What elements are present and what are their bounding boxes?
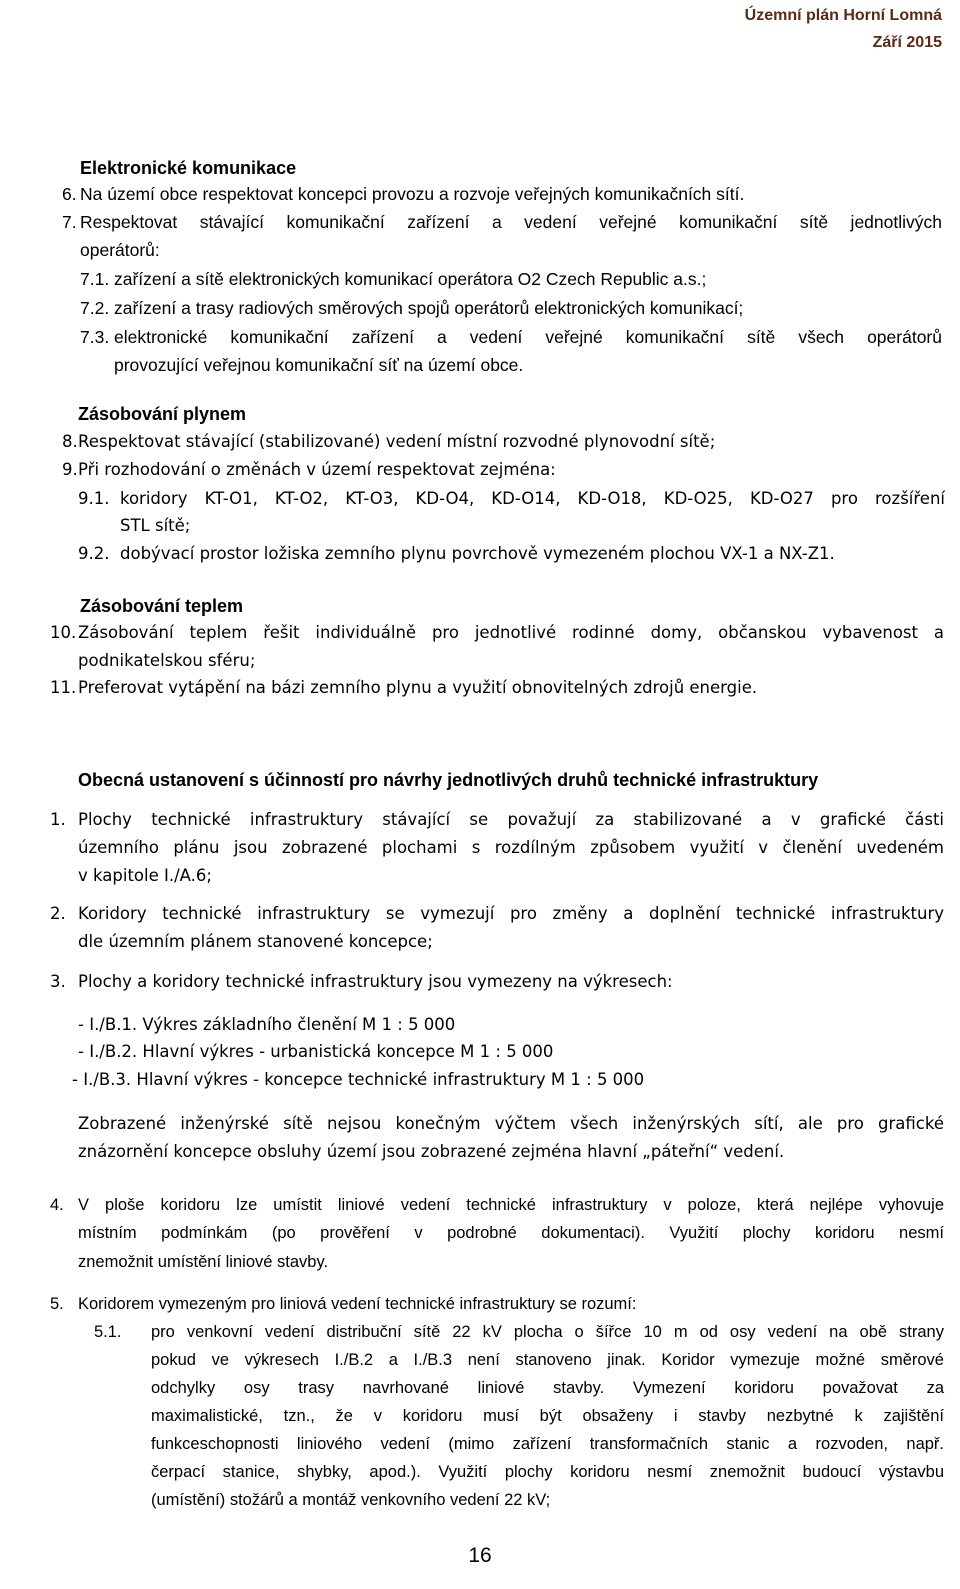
page-number: 16 bbox=[468, 1544, 492, 1567]
list-number: 9. bbox=[62, 460, 78, 479]
list-number: 7.3. bbox=[80, 327, 110, 347]
list-item-line: čerpací stanice, shybky, apod.). Využití plochy koridoru nesmí znemožnit budoucí výstavbu bbox=[151, 1463, 944, 1481]
list-item-text: zařízení a sítě elektronických komunikací operátora O2 Czech Republic a.s.; bbox=[114, 269, 707, 289]
list-item-text: Zásobování teplem řešit individuálně pro jednotlivé rodinné domy, občanskou vybavenost a bbox=[78, 623, 944, 642]
drawing-list-item: - I./B.1. Výkres základního členění M 1 : 5 000 bbox=[78, 1015, 456, 1034]
note-text: Zobrazené inženýrské sítě nejsou konečným výčtem všech inženýrských sítí, ale pro grafické bbox=[78, 1114, 944, 1133]
list-number: 10. bbox=[50, 623, 77, 642]
list-number: 5.1. bbox=[94, 1323, 122, 1341]
list-item-text: zařízení a trasy radiových směrových spojů operátorů elektronických komunikací; bbox=[114, 298, 744, 318]
list-item-line: maximalistické, tzn., že v koridoru musí být obsaženy i stavby nezbytné k zajištění bbox=[151, 1407, 944, 1425]
list-item-text: provozující veřejnou komunikační síť na území obce. bbox=[114, 355, 524, 375]
header-date: Září 2015 bbox=[872, 34, 942, 51]
header-title: Územní plán Horní Lomná bbox=[744, 7, 942, 24]
list-item-text: Koridorem vymezeným pro liniová vedení technické infrastruktury se rozumí: bbox=[78, 1295, 637, 1313]
list-number: 11. bbox=[50, 678, 77, 697]
section-heading-general: Obecná ustanovení s účinností pro návrhy jednotlivých druhů technické infrastruktury bbox=[78, 770, 819, 790]
list-item-text: Respektovat stávající (stabilizované) vedení místní rozvodné plynovodní sítě; bbox=[78, 432, 716, 451]
list-item-text: operátorů: bbox=[80, 240, 160, 260]
list-item-line: funkceschopnosti liniového vedení (mimo zařízení transformačních stanic a rozvoden, např. bbox=[151, 1435, 944, 1453]
list-item-text: elektronické komunikační zařízení a vedení veřejné komunikační sítě všech operátorů bbox=[114, 327, 942, 347]
list-number: 8. bbox=[62, 432, 78, 451]
list-number: 7. bbox=[62, 212, 77, 232]
list-item-text: znemožnit umístění liniové stavby. bbox=[78, 1253, 329, 1271]
list-item-text: v kapitole I./A.6; bbox=[78, 866, 212, 885]
list-number: 9.1. bbox=[78, 489, 110, 508]
list-number: 2. bbox=[50, 904, 66, 923]
list-item-text: podnikatelskou sféru; bbox=[78, 651, 256, 670]
list-item-text: Plochy technické infrastruktury stávající se považují za stabilizované a v grafické části bbox=[78, 810, 944, 829]
list-item-text: dle územním plánem stanovené koncepce; bbox=[78, 932, 433, 951]
list-item-text: Plochy a koridory technické infrastruktury jsou vymezeny na výkresech: bbox=[78, 972, 673, 991]
list-number: 3. bbox=[50, 972, 66, 991]
list-number: 5. bbox=[50, 1295, 64, 1313]
list-item-text: V ploše koridoru lze umístit liniové vedení technické infrastruktury v poloze, která nejlépe vyhovuje bbox=[78, 1196, 944, 1214]
list-number: 4. bbox=[50, 1196, 64, 1214]
list-item-text: místním podmínkám (po prověření v podrobné dokumentaci). Využití plochy koridoru nesmí bbox=[78, 1224, 944, 1242]
drawing-list-item: - I./B.3. Hlavní výkres - koncepce technické infrastruktury M 1 : 5 000 bbox=[72, 1070, 645, 1089]
list-number: 7.2. bbox=[80, 298, 110, 318]
list-item-line: pro venkovní vedení distribuční sítě 22 kV plocha o šířce 10 m od osy vedení na obě strany bbox=[151, 1323, 944, 1341]
list-item-text: územního plánu jsou zobrazené plochami s rozdílným způsobem využití v členění uvedeném bbox=[78, 838, 944, 857]
list-item-text: Preferovat vytápění na bázi zemního plynu a využití obnovitelných zdrojů energie. bbox=[78, 678, 758, 697]
list-item-line: odchylky osy trasy navrhované liniové stavby. Vymezení koridoru považovat za bbox=[151, 1379, 944, 1397]
section-heading-ek: Elektronické komunikace bbox=[80, 158, 297, 178]
list-item-text: Při rozhodování o změnách v území respektovat zejména: bbox=[78, 460, 556, 479]
drawing-list-item: - I./B.2. Hlavní výkres - urbanistická koncepce M 1 : 5 000 bbox=[78, 1042, 554, 1061]
section-heading-gas: Zásobování plynem bbox=[78, 404, 247, 424]
list-item-text: koridory KT-O1, KT-O2, KT-O3, KD-O4, KD-O14, KD-O18, KD-O25, KD-O27 pro rozšíření bbox=[120, 489, 945, 508]
list-item-text: dobývací prostor ložiska zemního plynu povrchově vymezeném plochou VX-1 a NX-Z1. bbox=[120, 544, 835, 563]
list-number: 1. bbox=[50, 810, 66, 829]
list-item-text: Koridory technické infrastruktury se vymezují pro změny a doplnění technické infrastruktury bbox=[78, 904, 944, 923]
list-number: 6. bbox=[62, 184, 77, 204]
list-item-line: (umístění) stožárů a montáž venkovního vedení 22 kV; bbox=[151, 1491, 551, 1509]
list-item-text: Respektovat stávající komunikační zařízení a vedení veřejné komunikační sítě jednotlivých bbox=[80, 212, 942, 232]
list-item-line: pokud ve výkresech I./B.2 a I./B.3 není stanoveno jinak. Koridor vymezuje možné směrové bbox=[151, 1351, 944, 1369]
list-number: 9.2. bbox=[78, 544, 110, 563]
list-item-text: Na území obce respektovat koncepci provozu a rozvoje veřejných komunikačních sítí. bbox=[80, 184, 745, 204]
list-number: 7.1. bbox=[80, 269, 110, 289]
section-heading-heat: Zásobování teplem bbox=[80, 596, 244, 616]
list-item-text: STL sítě; bbox=[120, 516, 191, 535]
page-header bbox=[745, 2, 942, 56]
note-text: znázornění koncepce obsluhy území jsou zobrazené zejména hlavní „páteřní“ vedení. bbox=[78, 1142, 785, 1161]
